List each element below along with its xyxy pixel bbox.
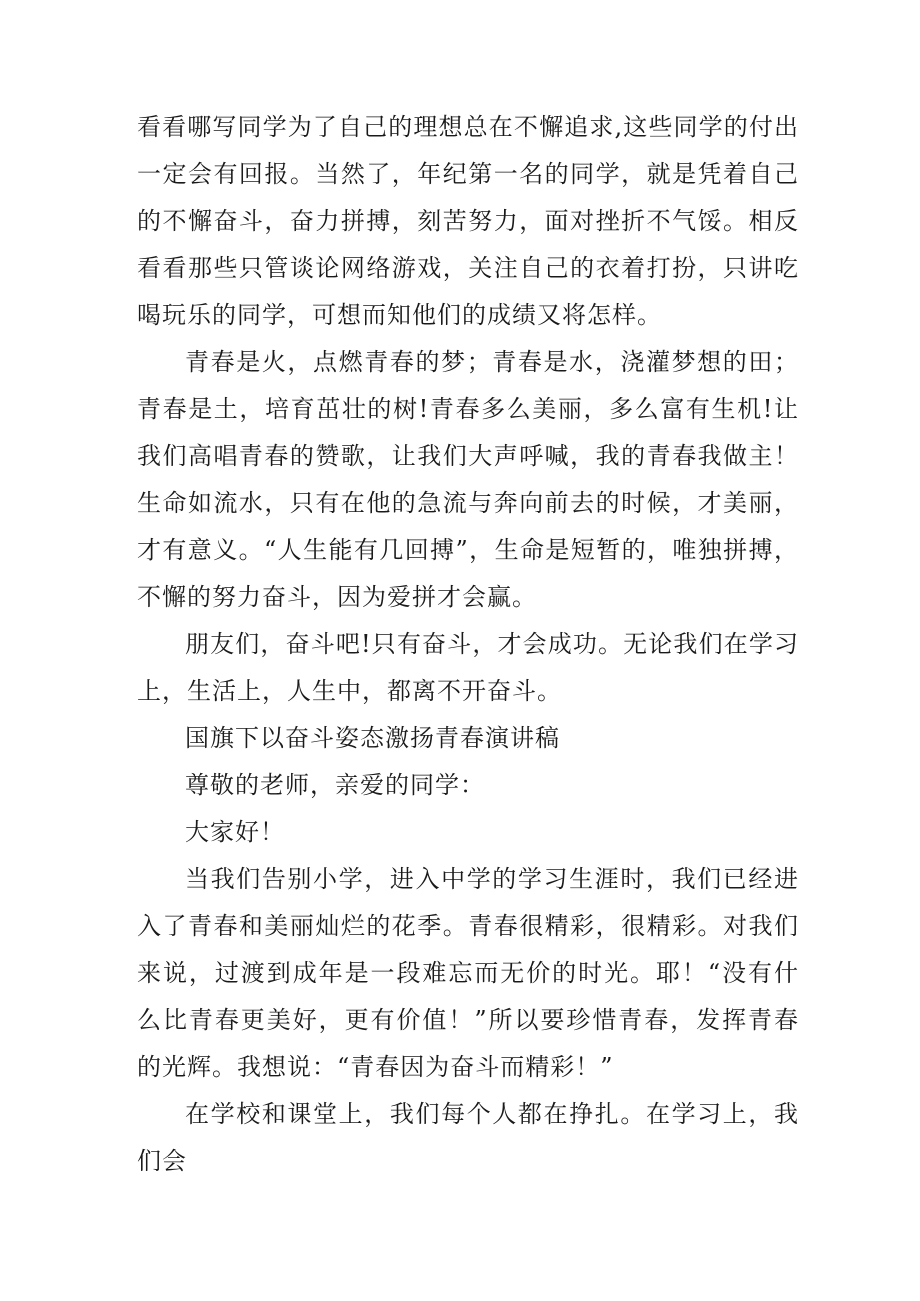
paragraph-youth-is-fire: 青春是火，点燃青春的梦；青春是水，浇灌梦想的田；青春是土，培育茁壮的树!青春多么美丽，多么富有生机!让我们高唱青春的赞歌，让我们大声呼喊，我的青春我做主！生命如流水，只有在他的急流与奔向前去的时候，才美丽，才有意义。“人生能有几回搏”，生命是短暂的，唯独拼搏，不懈的努力奋斗，因为爱拼才会赢。 (137, 348, 799, 611)
paragraph-friends-strive: 朋友们，奋斗吧!只有奋斗，才会成功。无论我们在学习上，生活上，人生中，都离不开奋斗。 (137, 630, 799, 705)
speech-title: 国旗下以奋斗姿态激扬青春演讲稿 (185, 724, 560, 752)
greeting: 大家好！ (185, 818, 285, 846)
paragraph-middle-school: 当我们告别小学，进入中学的学习生涯时，我们已经进入了青春和美丽灿烂的花季。青春很精彩，很精彩。对我们来说，过渡到成年是一段难忘而无价的时光。耶！“没有什么比青春更美好，更有价值！”所以要珍惜青春，发挥青春的光辉。我想说：“青春因为奋斗而精彩！” (137, 865, 799, 1081)
paragraph-effort-results: 看看哪写同学为了自己的理想总在不懈追求,这些同学的付出一定会有回报。当然了，年纪第一名的同学，就是凭着自己的不懈奋斗，奋力拼搏，刻苦努力，面对挫折不气馁。相反看看那些只管谈论网络游戏，关注自己的衣着打扮，只讲吃喝玩乐的同学，可想而知他们的成绩又将怎样。 (137, 113, 799, 329)
document-page (137, 104, 799, 1185)
salutation: 尊敬的老师，亲爱的同学： (185, 771, 485, 799)
paragraph-school-classroom: 在学校和课堂上，我们每个人都在挣扎。在学习上，我们会 (137, 1100, 799, 1175)
